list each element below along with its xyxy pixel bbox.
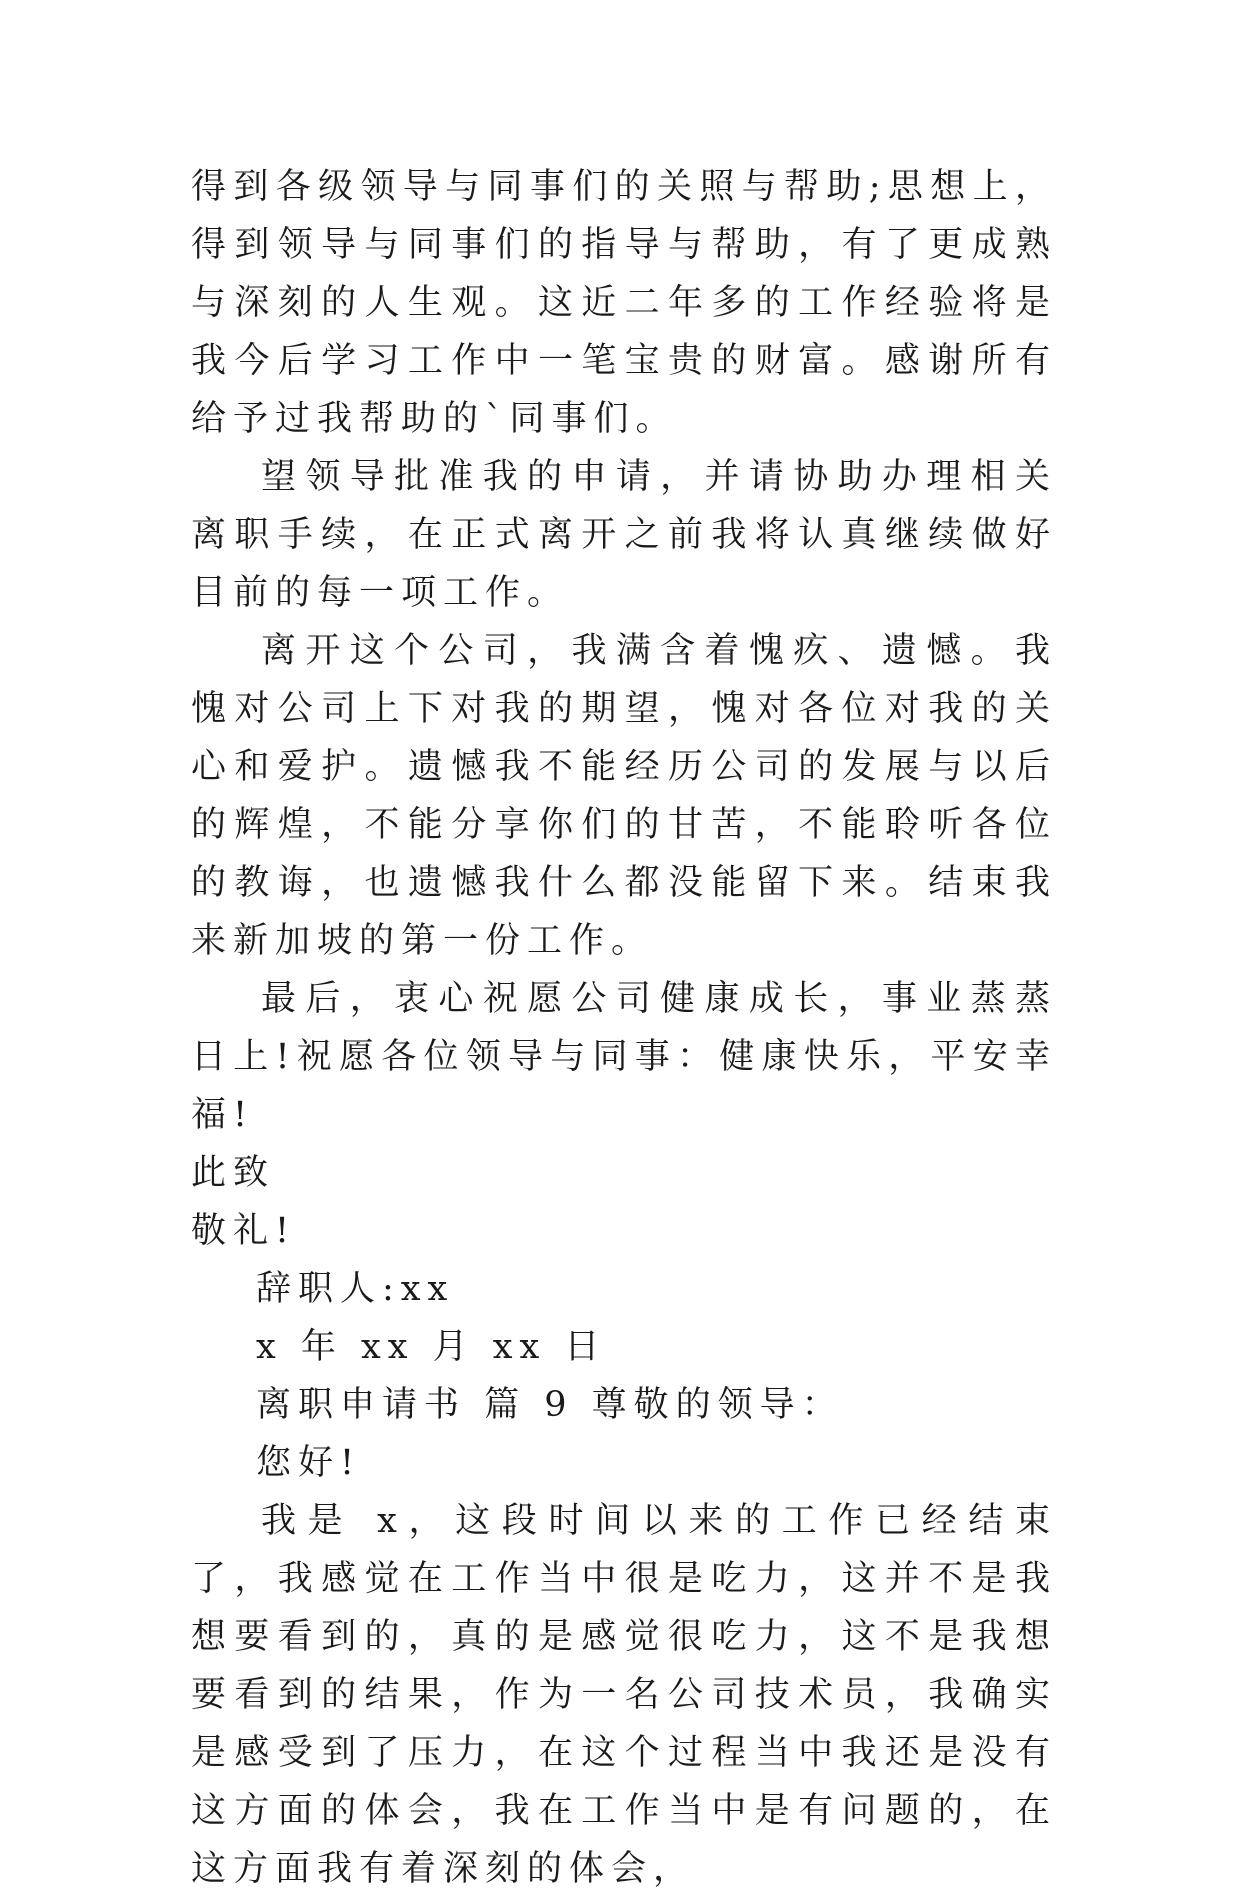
paragraph-request-approval: 望领导批准我的申请，并请协助办理相关离职手续，在正式离开之前我将认真继续做好目前的每一项工作。: [191, 457, 1057, 613]
date-line: x 年 xx 月 xx 日: [256, 1327, 607, 1367]
closing-regards: 敬礼!: [191, 1211, 297, 1251]
signature-line: 辞职人:xx: [256, 1269, 455, 1309]
document-body: [191, 158, 1057, 1898]
greeting: 您好!: [256, 1443, 362, 1483]
paragraph-letter-body: 我是 x，这段时间以来的工作已经结束了，我感觉在工作当中很是吃力，这并不是我想要看到的，真的是感觉很吃力，这不是我想要看到的结果，作为一名公司技术员，我确实是感受到了压力，在这个过程当中我还是没有这方面的体会，我在工作当中是有问题的，在这方面我有着深刻的体会，: [191, 1501, 1057, 1889]
paragraph-thanks: 得到各级领导与同事们的关照与帮助;思想上，得到领导与同事们的指导与帮助，有了更成熟与深刻的人生观。这近二年多的工作经验将是我今后学习工作中一笔宝贵的财富。感谢所有给予过我帮助的`同事们。: [191, 167, 1057, 439]
closing-salutation: 此致: [191, 1153, 276, 1193]
paragraph-wishes: 最后，衷心祝愿公司健康成长，事业蒸蒸日上!祝愿各位领导与同事：健康快乐，平安幸福!: [191, 979, 1057, 1135]
paragraph-regret: 离开这个公司，我满含着愧疚、遗憾。我愧对公司上下对我的期望，愧对各位对我的关心和爱护。遗憾我不能经历公司的发展与以后的辉煌，不能分享你们的甘苦，不能聆听各位的教诲，也遗憾我什么都没能留下来。结束我来新加坡的第一份工作。: [191, 631, 1057, 961]
section-heading: 离职申请书 篇 9 尊敬的领导：: [256, 1385, 844, 1425]
